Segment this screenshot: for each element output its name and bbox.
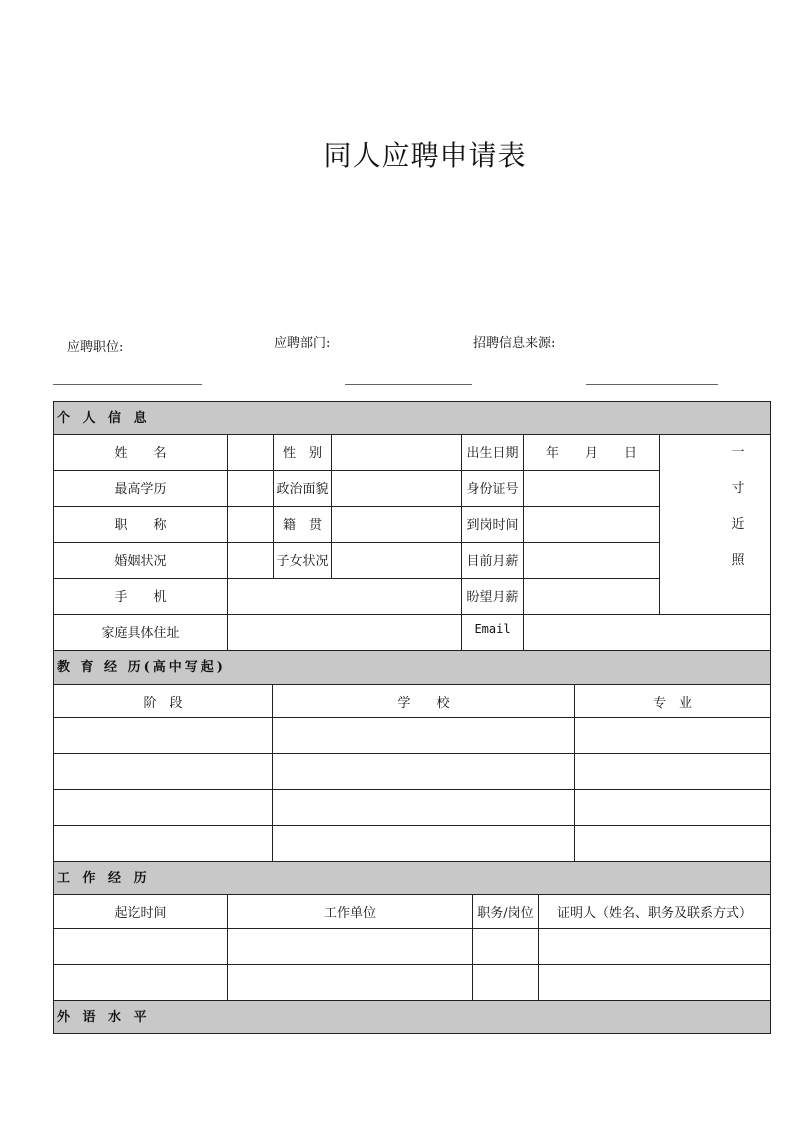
label-id-number: 身份证号 [461,470,524,507]
position-label: 应聘职位: [67,340,124,355]
edu-header-major: 专 业 [574,684,771,718]
field-start-date[interactable] [523,506,660,543]
department-label: 应聘部门: [274,336,331,351]
work-cell[interactable] [472,964,539,1001]
edu-cell[interactable] [574,717,771,754]
position-underline[interactable] [53,384,202,385]
section-language: 外 语 水 平 [53,1000,771,1034]
edu-cell[interactable] [53,789,273,826]
edu-cell[interactable] [272,753,575,790]
edu-cell[interactable] [272,789,575,826]
edu-header-school: 学 校 [272,684,575,718]
edu-cell[interactable] [53,825,273,862]
work-cell[interactable] [538,964,771,1001]
label-native-place: 籍 贯 [273,506,332,543]
edu-cell[interactable] [53,753,273,790]
label-start-date: 到岗时间 [461,506,524,543]
work-header-reference: 证明人（姓名、职务及联系方式） [538,894,771,929]
label-children: 子女状况 [273,542,332,579]
field-education[interactable] [227,470,274,507]
field-id-number[interactable] [523,470,660,507]
work-header-position: 职务/岗位 [472,894,539,929]
section-education: 教 育 经 历(高中写起) [53,650,771,685]
work-cell[interactable] [538,928,771,965]
source-underline[interactable] [586,384,718,385]
field-gender[interactable] [331,434,462,471]
photo-char-1: 一 [731,445,745,460]
section-work: 工 作 经 历 [53,861,771,895]
work-header-employer: 工作单位 [227,894,473,929]
page-title: 同人应聘申请表 [323,139,527,172]
field-address[interactable] [227,614,462,651]
work-header-period: 起讫时间 [53,894,228,929]
label-gender: 性 别 [273,434,332,471]
edu-cell[interactable] [574,753,771,790]
photo-char-3: 近 [731,517,745,532]
field-political[interactable] [331,470,462,507]
work-cell[interactable] [53,964,228,1001]
work-cell[interactable] [472,928,539,965]
photo-box[interactable] [659,434,771,615]
edu-cell[interactable] [574,825,771,862]
edu-cell[interactable] [574,789,771,826]
label-expected-salary: 盼望月薪 [461,578,524,615]
label-political: 政治面貌 [273,470,332,507]
photo-char-2: 寸 [731,481,745,496]
field-expected-salary[interactable] [523,578,660,615]
label-name: 姓 名 [53,434,228,471]
field-birth-date[interactable]: 年 月 日 [523,434,660,471]
edu-cell[interactable] [272,717,575,754]
edu-header-stage: 阶 段 [53,684,273,718]
department-underline[interactable] [345,384,472,385]
field-email[interactable] [523,614,771,651]
label-email: Email [461,614,524,651]
label-current-salary: 目前月薪 [461,542,524,579]
field-native-place[interactable] [331,506,462,543]
work-cell[interactable] [53,928,228,965]
label-address: 家庭具体住址 [53,614,228,651]
photo-char-4: 照 [731,553,745,568]
field-mobile[interactable] [227,578,462,615]
work-cell[interactable] [227,964,473,1001]
label-mobile: 手 机 [53,578,228,615]
edu-cell[interactable] [272,825,575,862]
edu-cell[interactable] [53,717,273,754]
field-children[interactable] [331,542,462,579]
label-marital: 婚姻状况 [53,542,228,579]
source-label: 招聘信息来源: [473,336,556,351]
field-title-rank[interactable] [227,506,274,543]
label-birth-date: 出生日期 [461,434,524,471]
label-title-rank: 职 称 [53,506,228,543]
label-education: 最高学历 [53,470,228,507]
work-cell[interactable] [227,928,473,965]
field-current-salary[interactable] [523,542,660,579]
section-personal: 个 人 信 息 [53,401,771,435]
field-marital[interactable] [227,542,274,579]
field-name[interactable] [227,434,274,471]
